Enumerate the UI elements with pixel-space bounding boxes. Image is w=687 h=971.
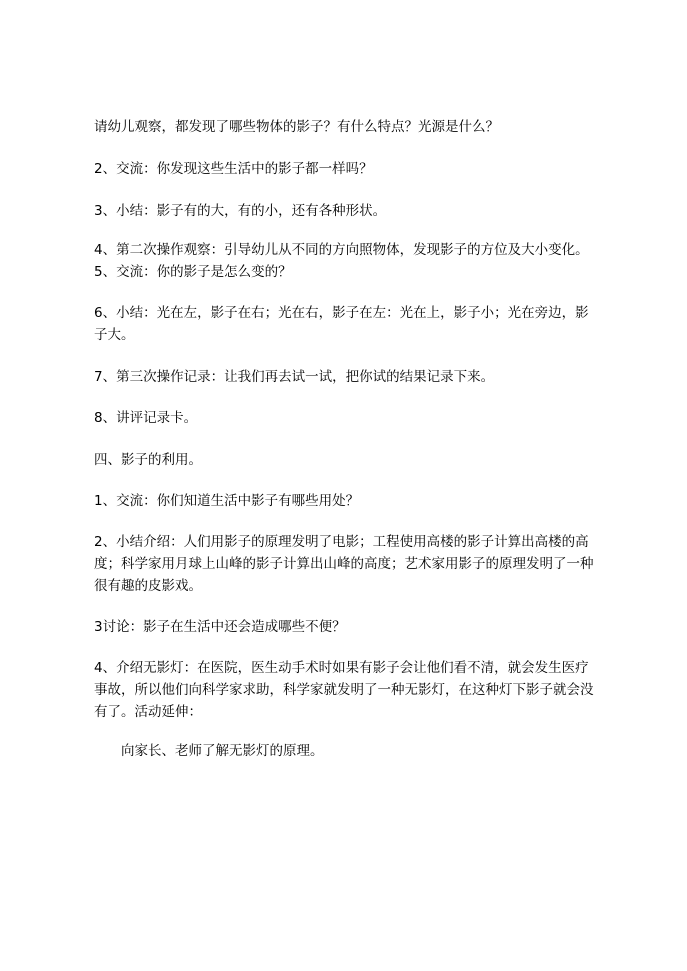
paragraph-use-4: 4、介绍无影灯：在医院，医生动手术时如果有影子会让他们看不清，就会发生医疗事故，所以他们向科学家求助，科学家就发明了一种无影灯，在这种灯下影子就会没有了。活动延伸： — [94, 660, 594, 720]
paragraph-use-2: 2、小结介绍：人们用影子的原理发明了电影；工程使用高楼的影子计算出高楼的高度；科学家用月球上山峰的影子计算出山峰的高度；艺术家用影子的原理发明了一种很有趣的皮影戏。 — [94, 534, 594, 594]
paragraph-step-4: 4、第二次操作观察：引导幼儿从不同的方向照物体，发现影子的方位及大小变化。 — [94, 242, 589, 258]
paragraph-step-2: 2、交流：你发现这些生活中的影子都一样吗？ — [94, 161, 373, 177]
paragraph-extension: 向家长、老师了解无影灯的原理。 — [121, 743, 324, 759]
section-heading-4: 四、影子的利用。 — [94, 452, 202, 468]
paragraph-step-6: 6、小结：光在左，影子在右；光在右，影子在左：光在上，影子小；光在旁边，影子大。 — [94, 305, 589, 343]
paragraph-step-8: 8、讲评记录卡。 — [94, 410, 198, 426]
paragraph-observe: 请幼儿观察，都发现了哪些物体的影子？有什么特点？光源是什么？ — [94, 119, 499, 135]
paragraph-step-7: 7、第三次操作记录：让我们再去试一试，把你试的结果记录下来。 — [94, 369, 495, 385]
paragraph-use-1: 1、交流：你们知道生活中影子有哪些用处？ — [94, 493, 360, 509]
paragraph-step-3: 3、小结：影子有的大，有的小，还有各种形状。 — [94, 203, 387, 219]
paragraph-step-5: 5、交流：你的影子是怎么变的？ — [94, 264, 292, 280]
paragraph-use-3: 3讨论：影子在生活中还会造成哪些不便？ — [94, 619, 346, 635]
